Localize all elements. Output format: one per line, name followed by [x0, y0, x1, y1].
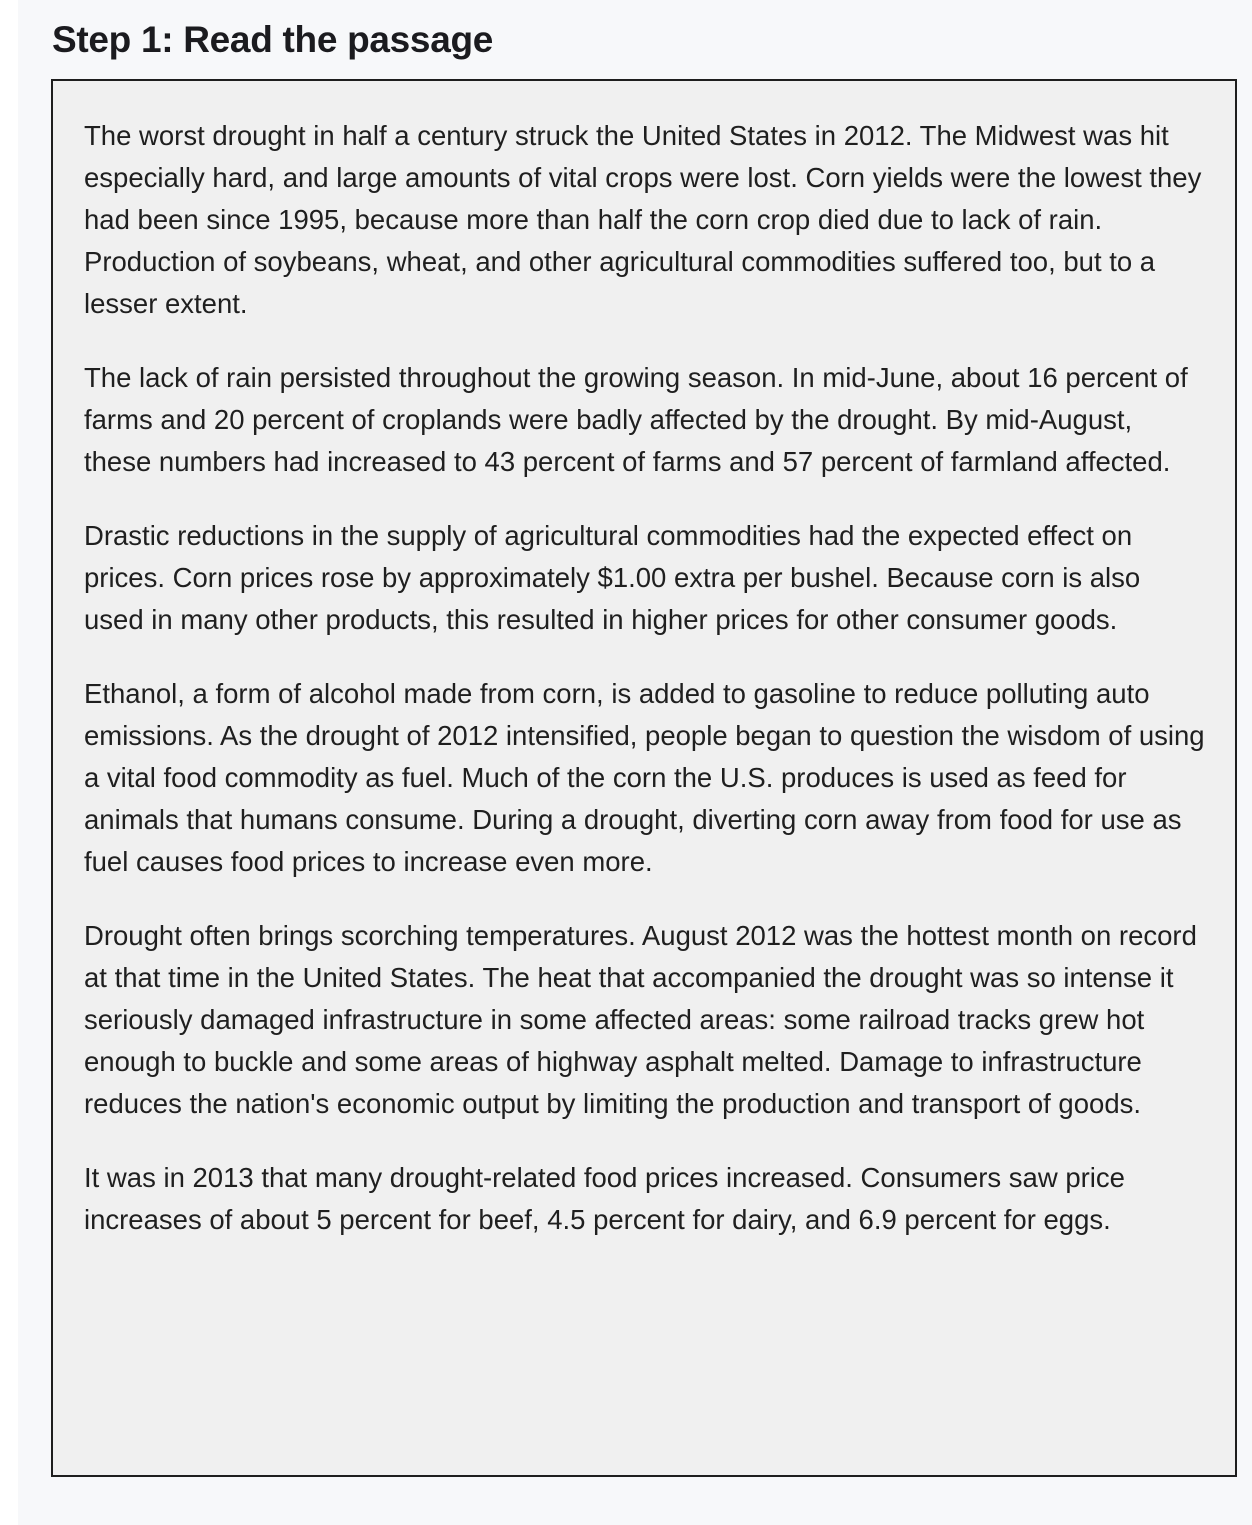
passage-paragraph-6: It was in 2013 that many drought-related food prices increased. Consumers saw price increases of about 5 percent for beef, 4.5 percent for dairy, and 6.9 percent for eggs. — [84, 1162, 1125, 1235]
passage-paragraph-2: The lack of rain persisted throughout the growing season. In mid-June, about 16 percent of farms and 20 percent of croplands were badly affected by the drought. By mid-August, these numbers had increased to 43 percent of farms and 57 percent of farmland affected. — [84, 362, 1188, 477]
passage-paragraph-1: The worst drought in half a century struck the United States in 2012. The Midwest was hit especially hard, and large amounts of vital crops were lost. Corn yields were the lowest they had been since 1995, because more than half the corn crop died due to lack of rain. Production of soybeans, wheat, and other agricultural commodities suffered too, but to a lesser extent. — [84, 120, 1202, 319]
passage-paragraph-4: Ethanol, a form of alcohol made from corn, is added to gasoline to reduce polluting auto emissions. As the drought of 2012 intensified, people began to question the wisdom of using a vital food commodity as fuel. Much of the corn the U.S. produces is used as feed for animals that humans consume. During a drought, diverting corn away from food for use as fuel causes food prices to increase even more. — [84, 678, 1205, 877]
step-title: Step 1: Read the passage — [52, 19, 494, 60]
passage-paragraph-3: Drastic reductions in the supply of agricultural commodities had the expected effect on prices. Corn prices rose by approximately $1.00 extra per bushel. Because corn is also used in many other products, this resulted in higher prices for other consumer goods. — [84, 520, 1141, 635]
passage-box — [51, 79, 1237, 1477]
passage-paragraph-5: Drought often brings scorching temperatures. August 2012 was the hottest month on record at that time in the United States. The heat that accompanied the drought was so intense it seriously damaged infrastructure in some affected areas: some railroad tracks grew hot enough to buckle and some areas of highway asphalt melted. Damage to infrastructure reduces the nation's economic output by limiting the production and transport of goods. — [84, 920, 1197, 1119]
page-background — [18, 0, 1252, 1525]
